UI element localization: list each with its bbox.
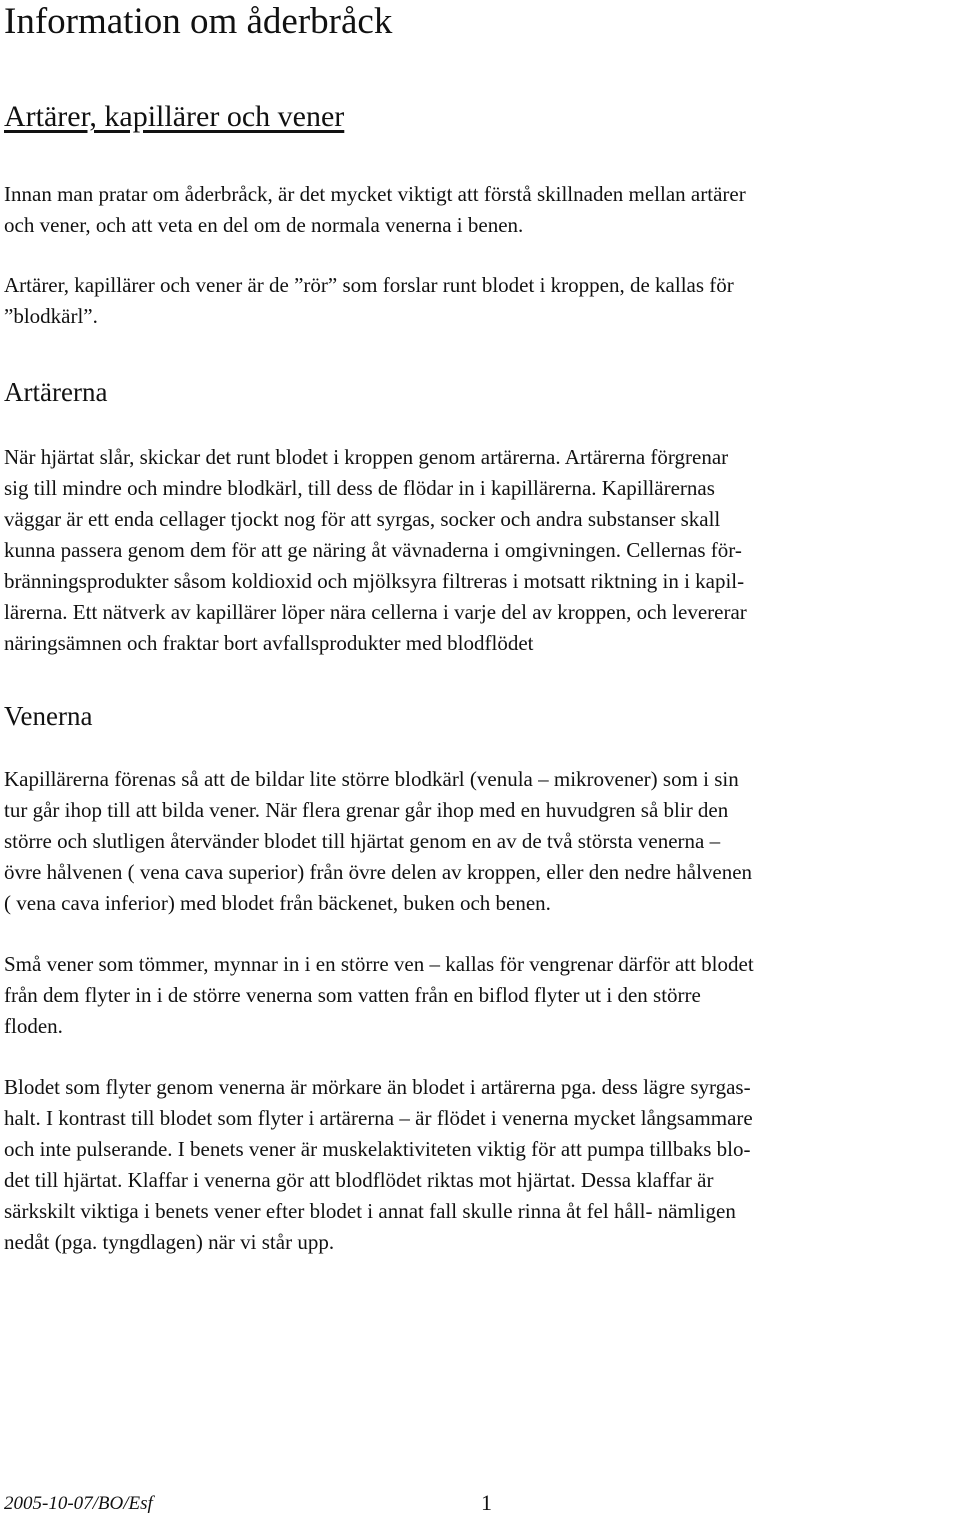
text-line: kunna passera genom dem för att ge näring åt vävnaderna i omgivningen. Cellernas för-	[4, 538, 742, 562]
paragraph-venerna-3	[4, 1072, 960, 1258]
paragraph-blodkarl	[4, 270, 960, 332]
text-line: väggar är ett enda cellager tjockt nog för att syrgas, socker och andra substanser skall	[4, 507, 721, 531]
section-heading-arterierna: Artärerna	[4, 377, 108, 407]
text-line: sig till mindre och mindre blodkärl, till dess de flödar in i kapillärerna. Kapillärernas	[4, 476, 715, 500]
text-line: När hjärtat slår, skickar det runt blodet i kroppen genom artärerna. Artärerna förgrenar	[4, 445, 729, 469]
text-line: Artärer, kapillärer och vener är de ”rör” som forslar runt blodet i kroppen, de kallas för	[4, 273, 734, 297]
text-line: Kapillärerna förenas så att de bildar lite större blodkärl (venula – mikrovener) som i sin	[4, 767, 739, 791]
paragraph-arterierna	[4, 442, 960, 659]
text-line: och vener, och att veta en del om de normala venerna i benen.	[4, 213, 524, 237]
text-line: Innan man pratar om åderbråck, är det mycket viktigt att förstå skillnaden mellan artärer	[4, 182, 746, 206]
text-line: övre hålvenen ( vena cava superior) från övre delen av kroppen, eller den nedre hålvenen	[4, 860, 753, 884]
text-line: bränningsprodukter såsom koldioxid och mjölksyra filtreras i motsatt riktning in i kapil-	[4, 569, 745, 593]
paragraph-intro	[4, 179, 960, 241]
paragraph-venerna-1	[4, 764, 960, 919]
text-line: Blodet som flyter genom venerna är mörkare än blodet i artärerna pga. dess lägre syrgas-	[4, 1075, 751, 1099]
text-line: tur går ihop till att bilda vener. När flera grenar går ihop med en huvudgren så blir den	[4, 798, 729, 822]
paragraph-venerna-2	[4, 949, 960, 1042]
text-line: större och slutligen återvänder blodet till hjärtat genom en av de två största venerna –	[4, 829, 721, 853]
document-title: Information om åderbråck	[4, 1, 393, 42]
text-line: lärerna. Ett nätverk av kapillärer löper nära cellerna i varje del av kroppen, och levererar	[4, 600, 747, 624]
text-line: det till hjärtat. Klaffar i venerna gör att blodflödet riktas mot hjärtat. Dessa klaffar är	[4, 1168, 714, 1192]
section-heading-arterer-kapillarer-vener: Artärer, kapillärer och vener	[4, 100, 345, 133]
text-line: och inte pulserande. I benets vener är muskelaktiviteten viktig för att pumpa tillbaks blo-	[4, 1137, 751, 1161]
text-line: halt. I kontrast till blodet som flyter i artärerna – är flödet i venerna mycket långsammare	[4, 1106, 753, 1130]
footer-reference: 2005-10-07/BO/Esf	[4, 1493, 153, 1514]
text-line: Små vener som tömmer, mynnar in i en större ven – kallas för vengrenar därför att blodet	[4, 952, 754, 976]
text-line: nedåt (pga. tyngdlagen) när vi står upp.	[4, 1230, 335, 1254]
text-line: ”blodkärl”.	[4, 304, 98, 328]
section-heading-venerna: Venerna	[4, 701, 93, 731]
text-line: floden.	[4, 1014, 63, 1038]
text-line: från dem flyter in i de större venerna som vatten från en biflod flyter ut i den större	[4, 983, 701, 1007]
text-line: näringsämnen och fraktar bort avfallsprodukter med blodflödet	[4, 631, 534, 655]
page-number: 1	[481, 1490, 492, 1515]
text-line: ( vena cava inferior) med blodet från bäckenet, buken och benen.	[4, 891, 551, 915]
text-line: särkskilt viktiga i benets vener efter blodet i annat fall skulle rinna åt fel håll- nämligen	[4, 1199, 736, 1223]
